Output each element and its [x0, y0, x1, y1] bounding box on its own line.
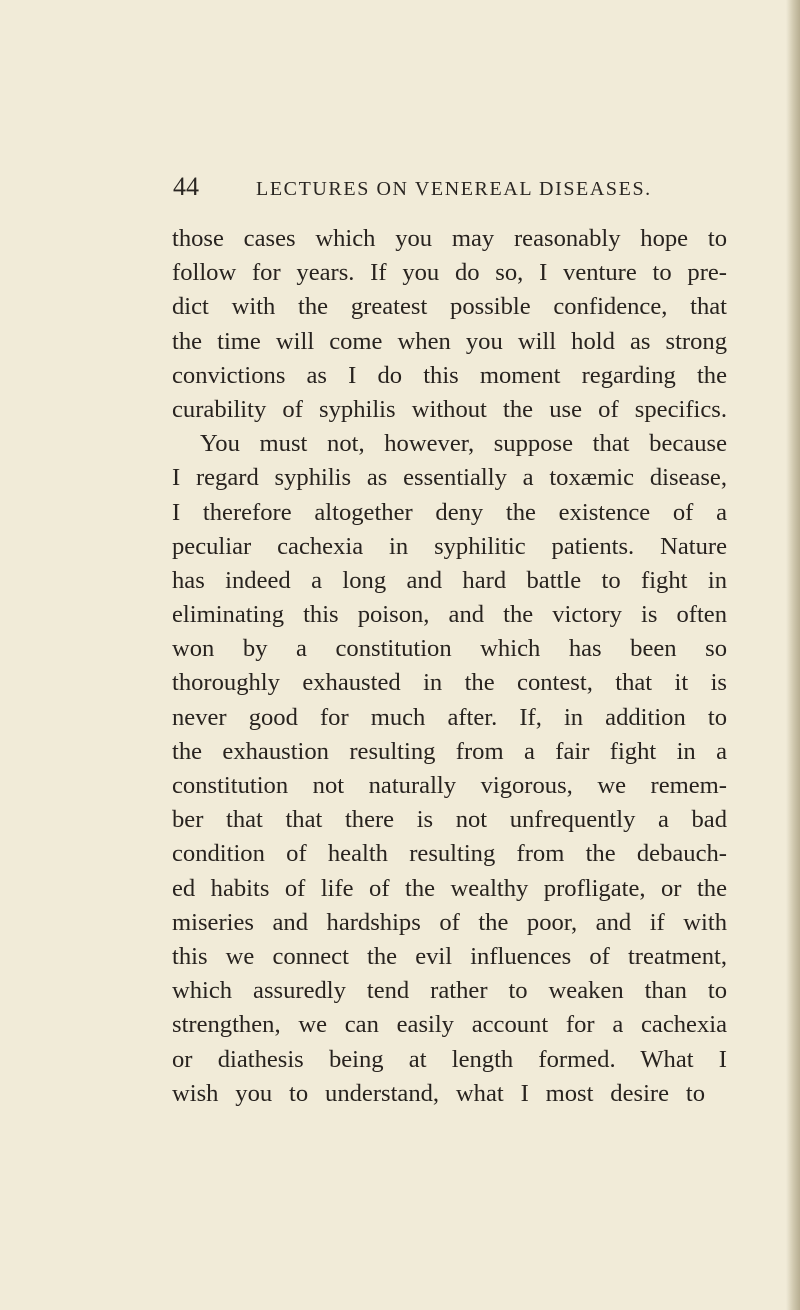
text-line: follow for years. If you do so, I venture to pre- [172, 259, 727, 287]
running-title: LECTURES ON VENEREAL DISEASES. [256, 178, 652, 200]
text-line: dict with the greatest possible confidence, that [172, 293, 727, 321]
text-line: this we connect the evil influences of treatment, [172, 942, 727, 970]
text-line: the exhaustion resulting from a fair fight in a [172, 737, 727, 765]
text-line: won by a constitution which has been so [172, 635, 727, 663]
page-number: 44 [173, 172, 199, 201]
text-line: the time will come when you will hold as strong [172, 327, 727, 355]
text-line: You must not, however, suppose that because [200, 430, 727, 458]
text-line: strengthen, we can easily account for a cachexia [172, 1011, 727, 1039]
text-line: which assuredly tend rather to weaken than to [172, 977, 727, 1005]
text-line: thoroughly exhausted in the contest, that it is [172, 669, 727, 697]
text-line: or diathesis being at length formed. What I [172, 1045, 727, 1073]
text-line: peculiar cachexia in syphilitic patients. Nature [172, 532, 727, 560]
text-line: I therefore altogether deny the existence of a [172, 498, 727, 526]
body-text [172, 222, 727, 1111]
text-line: never good for much after. If, in addition to [172, 703, 727, 731]
text-line: curability of syphilis without the use of specifics. [172, 395, 727, 423]
text-line: those cases which you may reasonably hope to [172, 225, 727, 252]
text-line: ed habits of life of the wealthy profligate, or the [172, 874, 727, 902]
text-line: ber that that there is not unfrequently a bad [172, 806, 727, 834]
running-head [0, 170, 800, 204]
text-line: convictions as I do this moment regarding the [172, 361, 727, 389]
text-line: I regard syphilis as essentially a toxæmic disease, [172, 464, 727, 492]
text-line: wish you to understand, what I most desire to [172, 1079, 705, 1107]
text-line: condition of health resulting from the debauch- [172, 840, 727, 868]
text-line: miseries and hardships of the poor, and if with [172, 908, 727, 936]
text-line: constitution not naturally vigorous, we remem- [172, 772, 727, 799]
text-line: has indeed a long and hard battle to fight in [172, 566, 727, 594]
text-line: eliminating this poison, and the victory is often [172, 601, 727, 629]
